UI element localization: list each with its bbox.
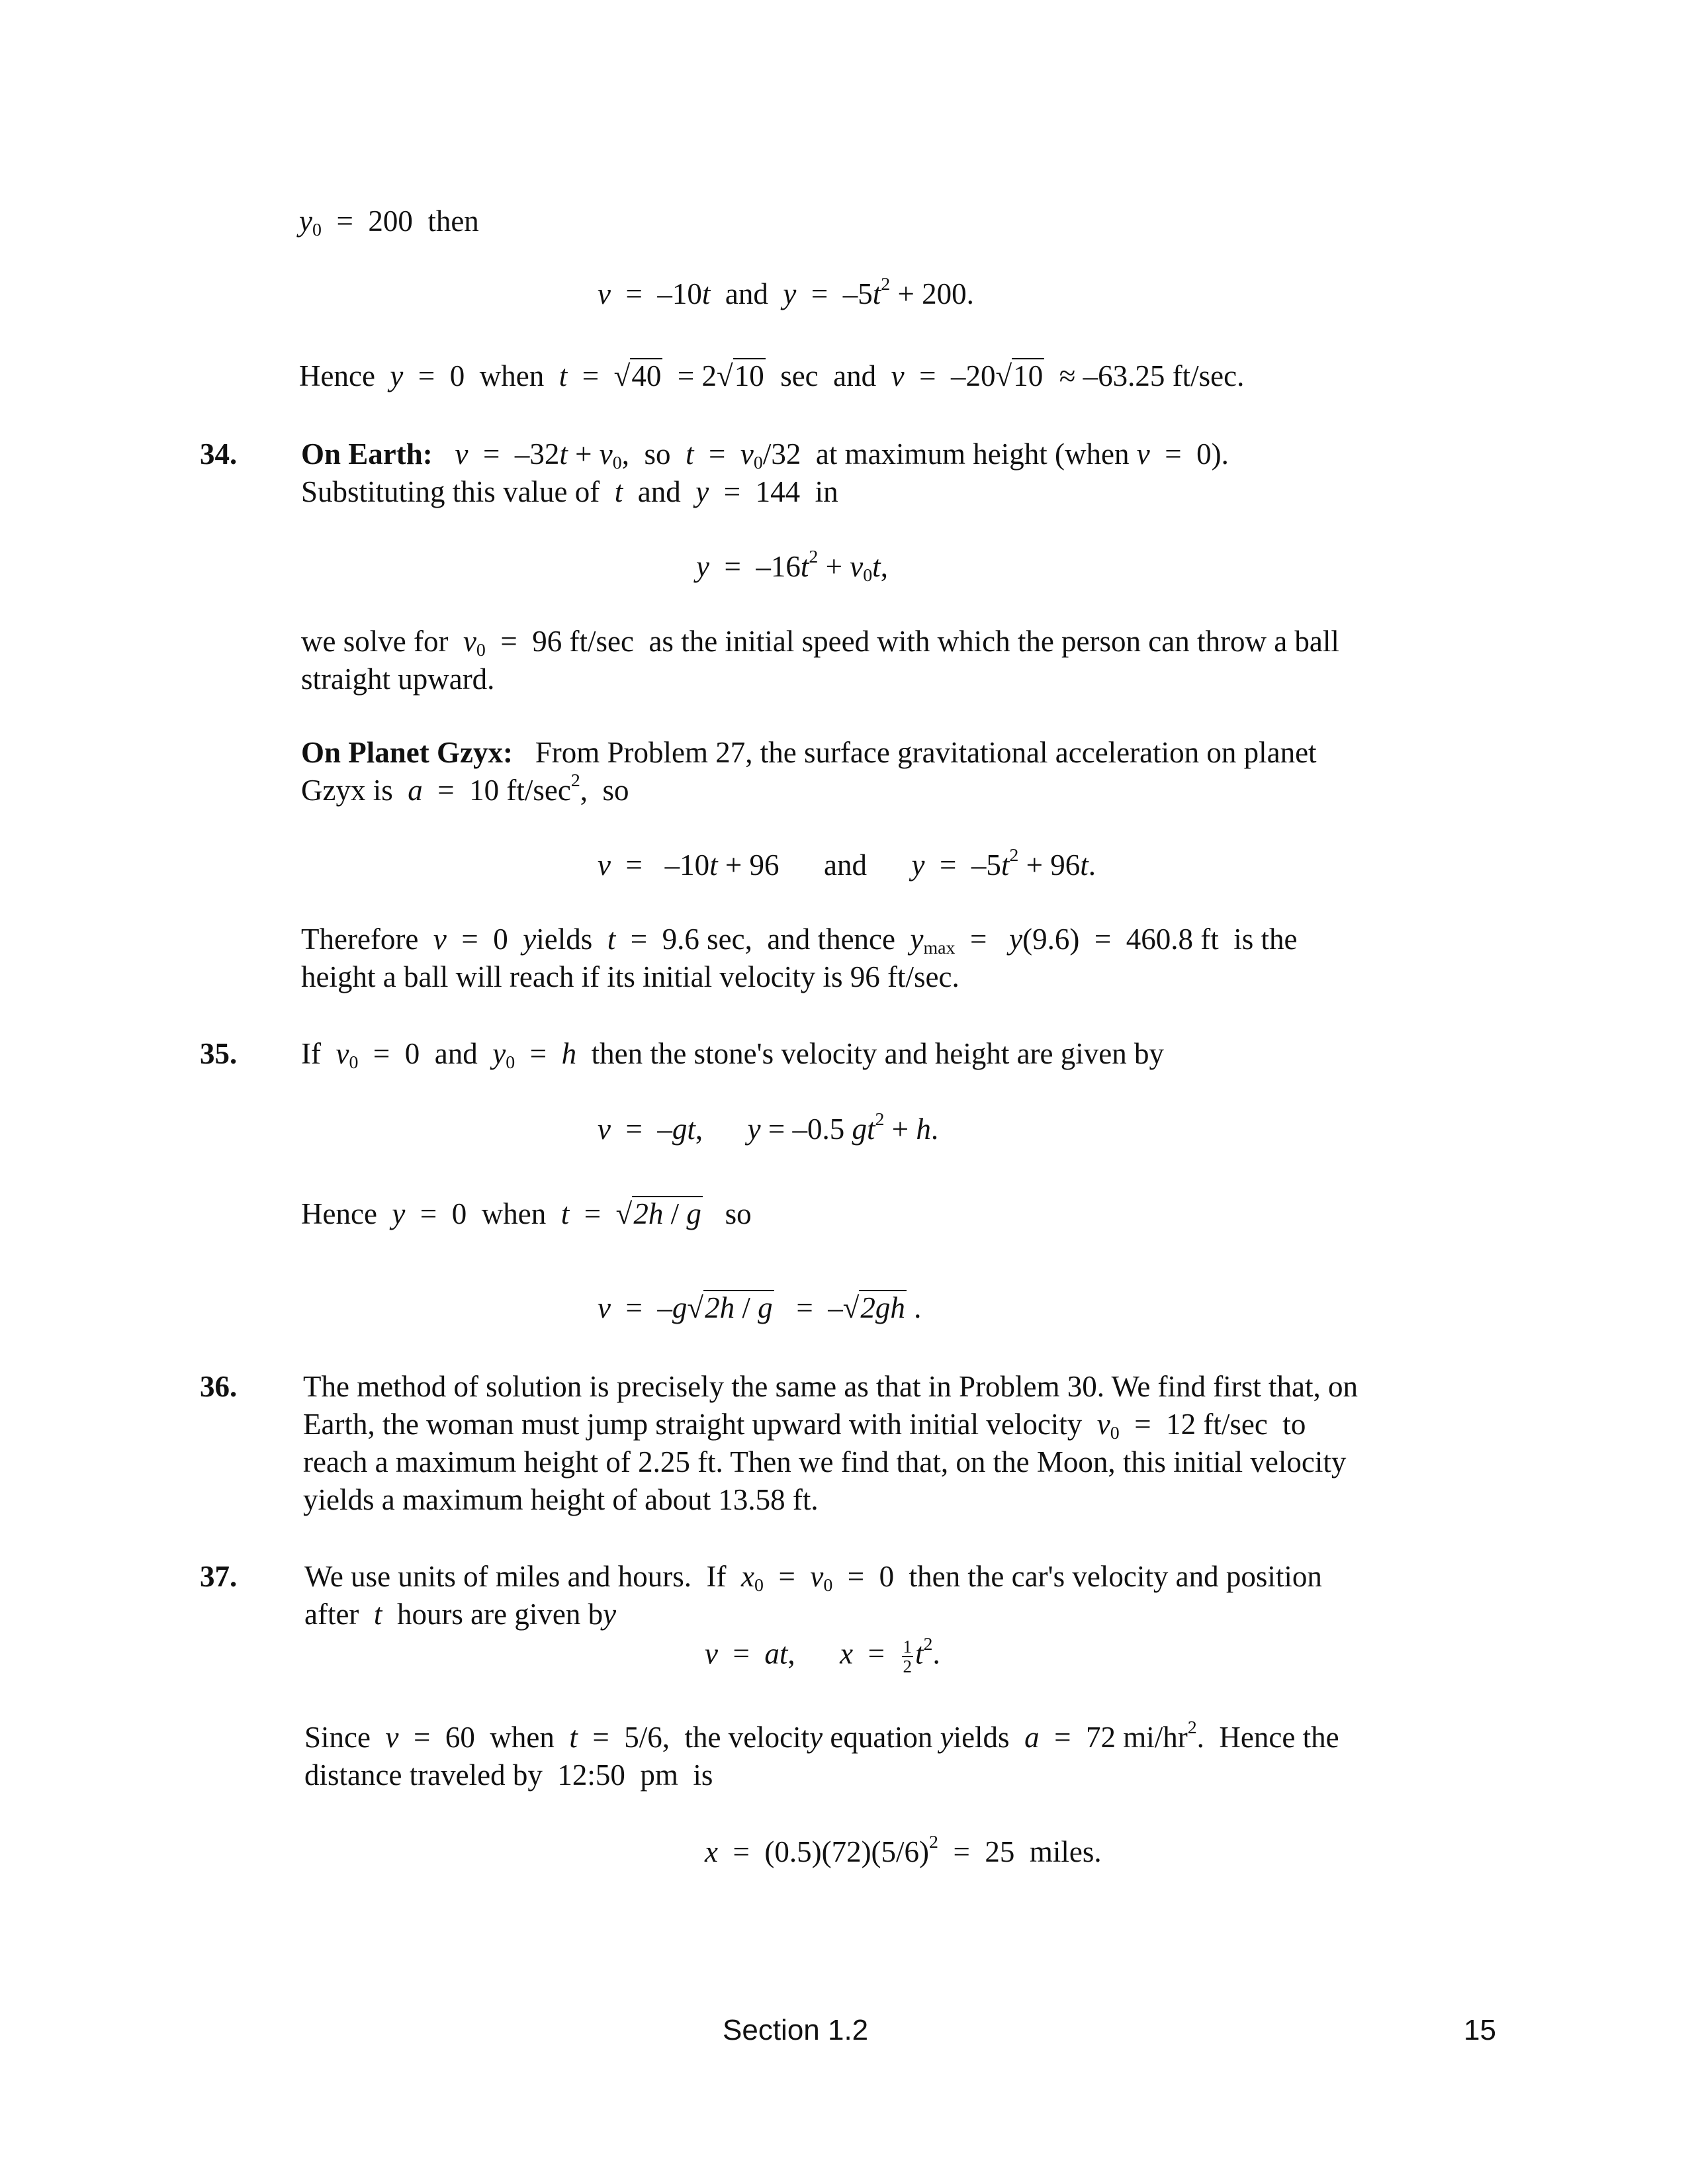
page-number: 15 (1464, 2014, 1496, 2046)
footer-section-label: Section 1.2 (723, 2014, 869, 2046)
text-line: On Earth: $v = -32t + v_0$, so $t = v_0/32$ at maximum height (when v = 0). (301, 437, 1229, 473)
text-line: Hence y = 0 when t = √40 = 2√10 sec and v = –20√10 ≈ –63.25 ft/sec. (299, 359, 1245, 392)
equation: v = –gt, y = –0.5 $gt^2 + h$. (598, 1109, 939, 1146)
text-line: we solve for $v_0 = 96$ ft/sec as the initial speed with which the person can throw a ball (301, 625, 1339, 660)
problem-number: 35. (200, 1037, 238, 1070)
section-heading: On Earth: (301, 437, 433, 471)
text-line: The method of solution is precisely the same as that in Problem 30. We find first that, on (303, 1370, 1359, 1403)
text-line: Gzyx is a = 10 $ft/\sec^2$, so (301, 770, 629, 807)
equation: v = –10t and $y = -5t^2 + 200$. (598, 274, 974, 310)
text-line: Earth, the woman must jump straight upward with initial velocity $v_0 = 12$ ft/sec to (303, 1408, 1306, 1443)
text-line: Since v = 60 when t = 5/6, the velocity equation yields a = 72 $mi/hr^2$. Hence the (304, 1717, 1339, 1754)
text-line: Therefore v = 0 yields t = 9.6 sec, and thence $y_{max} = y(9.6) = 460.8$ ft is the (301, 923, 1298, 958)
section-heading: On Planet Gzyx: (301, 736, 513, 769)
problem-number: 37. (200, 1560, 238, 1593)
text-line: height a ball will reach if its initial velocity is 96 ft/sec. (301, 960, 959, 993)
equation: v = –10t + 96 and $y = -5t^2 + 96t$. (598, 845, 1096, 882)
equation: v = at, x = $\frac{1}{2}$ $t^2$. (705, 1633, 940, 1677)
text-line: $y_0 = 200$ then (299, 205, 479, 240)
text-line: Substituting this value of t and y = 144 in (301, 475, 838, 508)
text-line: On Planet Gzyx: From Problem 27, the surface gravitational acceleration on planet (301, 736, 1317, 769)
text-line: Hence y = 0 when t = √2h / g so (301, 1197, 752, 1230)
text-line: straight upward. (301, 662, 495, 696)
problem-number: 36. (200, 1370, 238, 1403)
text-line: after t hours are given by (304, 1598, 617, 1631)
text-line: distance traveled by 12:50 pm is (304, 1758, 713, 1792)
text-line: If $v_0 = 0$ and $y_0 = h$ then the stone's velocity and height are given by (301, 1037, 1164, 1073)
text-line: yields a maximum height of about 13.58 ft. (303, 1483, 819, 1516)
text-line: We use units of miles and hours. If $x_0 = v_0 = 0$ then the car's velocity and position (304, 1560, 1322, 1596)
equation: $y = -16t^2 + v_0t$, (696, 547, 888, 586)
problem-number: 34. (200, 437, 238, 471)
text-line: reach a maximum height of 2.25 ft. Then we find that, on the Moon, this initial velocity (303, 1445, 1347, 1479)
equation: $x = (0.5)(72)(5/6)^2 = 25$ miles. (705, 1832, 1102, 1868)
equation: v = –g√2h / g = –√2gh . (598, 1291, 922, 1324)
